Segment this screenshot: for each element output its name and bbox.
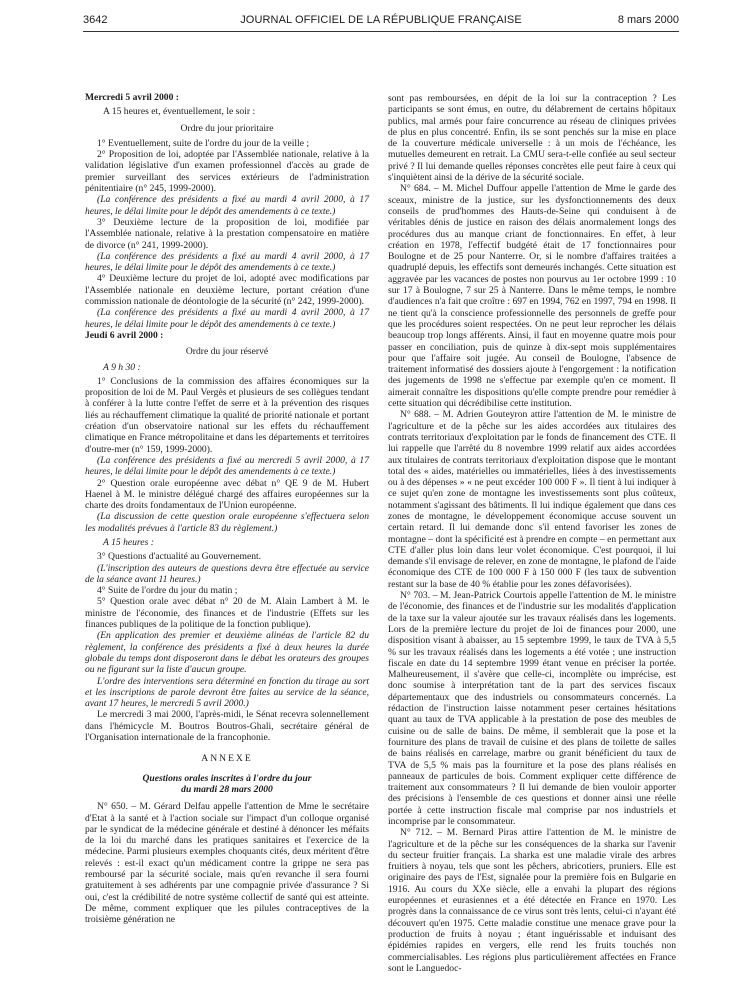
agenda-item: 2° Question orale européenne avec débat n° QE 9 de M. Hubert Haenel à M. le ministre délégué chargé des affaires européennes sur la charte des droits fondamentaux de l'Union européenne. xyxy=(85,477,369,512)
agenda-item: 5° Question orale avec débat n° 20 de M. Alain Lambert à M. le ministre de l'économie, des finances et de l'industrie (Effets sur les finances publiques de la politique de la fonction publique). xyxy=(85,596,369,631)
header-rule xyxy=(83,31,679,32)
question: N° 688. – M. Adrien Gouteyron attire l'attention de M. le ministre de l'agriculture et de la pêche sur les aides accordées aux titulaires des contrats territoriaux d'exploitation par le fonds de financement des CTE. Il lui rappelle que l'arrêté du 8 novembre 1999 relatif aux aides accordées aux titulaires de contrats territoriaux d'exploitation dispose que le montant total des « aides, matérielles ou immatérielles, liées à des investissements ou à des dépenses » « ne peut excéder 100 000 F ». Il tient à lui indiquer à ce sujet qu'en zone de montagne les investissements sont plus coûteux, notamment s'agissant des bâtiments. Il lui indique également que dans ces zones de montagne, le développement économique accuse souvent un certain retard. Il lui demande donc s'il entend favoriser les zones de montagne – dont la spécificité est à prendre en compte – en permettant aux CTE d'aller plus loin dans leur volet économique. C'est pourquoi, il lui demande s'il envisage de relever, en zone de montagne, le plafond de l'aide économique des CTE de 100 000 F à 150 000 F (les taux de subvention restant sur la base de 40 % établie pour les zones défavorisées). xyxy=(388,409,676,590)
agenda-item: 3° Deuxième lecture de la proposition de loi, modifiée par l'Assemblée nationale, relative à la prestation compensatoire en matière de divorce (n° 241, 1999-2000). xyxy=(85,216,369,251)
agenda-note: L'ordre des interventions sera déterminé en fonction du tirage au sort et les inscriptions de parole devront être faites au service de la séance, avant 17 heures, le mercredi 5 avril 2000.) xyxy=(85,675,369,710)
day-heading: Jeudi 6 avril 2000 : xyxy=(85,329,164,341)
section-heading: Ordre du jour prioritaire xyxy=(180,122,274,134)
agenda-item: 1° Conclusions de la commission des affaires économiques sur la proposition de loi de M. Paul Vergès et plusieurs de ses collègues tendant à conférer à la lutte contre l'effet de serre et à la prévention des risques liés au réchauffement climatique la qualité de priorité nationale et portant création d'un observatoire national sur les effets du réchauffement climatique en France métropolitaine et dans les départements et territoires d'outre-mer (n° 159, 1999-2000). xyxy=(85,375,369,455)
section-heading: Ordre du jour réservé xyxy=(185,346,269,358)
left-column xyxy=(85,92,369,925)
agenda-note: (La conférence des présidents a fixé au mardi 4 avril 2000, à 17 heures, le délai limite pour le dépôt des amendements à ce texte.) xyxy=(85,250,369,274)
agenda-item: 2° Proposition de loi, adoptée par l'Assemblée nationale, relative à la validation législative d'un examen professionnel d'accès au grade de premier surveillant des services extérieurs de l'administration pénitentiaire (n° 245, 1999-2000). xyxy=(85,149,369,195)
right-column xyxy=(388,93,676,974)
questions-title xyxy=(85,773,369,796)
annexe-heading: ANNEXE xyxy=(201,753,253,765)
question-continued: sont pas remboursées, en dépit de la loi sur la contraception ? Les participants se sont émus, en outre, du délabrement de certains hôpitaux publics, mal armés pour faire concurrence au réseau de cliniques privées de plus en plus concentré. Enfin, ils se sont penchés sur la mise en place de la couverture médicale universelle : à un mois de l'échéance, les mutuelles demeurent en retrait. La CMU sera-t-elle confiée au seul secteur privé ? Il lui demande quelles réponses concrètes elle peut faire à ceux qui s'inquiètent ainsi de la dérive de la sécurité sociale. xyxy=(388,93,676,184)
journal-title: JOURNAL OFFICIEL DE LA RÉPUBLIQUE FRANÇAISE xyxy=(240,14,522,26)
agenda-note: (En application des premier et deuxième alinéas de l'article 82 du règlement, la conférence des présidents a fixé à deux heures la durée globale du temps dont disposeront dans le débat les orateurs des groupes ou ne figurant sur la liste d'aucun groupe. xyxy=(85,630,369,676)
agenda-item: 4° Deuxième lecture du projet de loi, adopté avec modifications par l'Assemblée nationale en deuxième lecture, portant création d'une commission nationale de déontologie de la sécurité (n° 242, 1999-2000). xyxy=(85,273,369,308)
issue-date: 8 mars 2000 xyxy=(617,14,679,26)
session-time: A 15 heures : xyxy=(103,536,154,548)
page-header xyxy=(83,14,679,30)
agenda-note: (La conférence des présidents a fixé au mardi 4 avril 2000, à 17 heures, le délai limite pour le dépôt des amendements à ce texte.) xyxy=(85,307,369,330)
questions-title-line2: du mardi 28 mars 2000 xyxy=(181,783,273,795)
agenda-item: 4° Suite de l'ordre du jour du matin ; xyxy=(97,585,238,597)
question: N° 703. – M. Jean-Patrick Courtois appelle l'attention de M. le ministre de l'économie, des finances et de l'industrie sur les modalités d'application de la taxe sur la valeur ajoutée sur les travaux réalisés dans les logements. Lors de la première lecture du projet de loi de finances pour 2000, une disposition visant à abaisser, au 15 septembre 1999, le taux de TVA à 5,5 % sur les travaux réalisés dans les logements a été votée ; une instruction fiscale en date du 14 septembre 1999 étant venue en préciser la portée. Malheureusement, il s'avère que celle-ci, incomplète ou imprécise, est donc soumise à interprétation tant de la part des services fiscaux départementaux que des industriels ou consommateurs concernés. La rédaction de l'instruction laisse notamment peser certaines hésitations quant au taux de TVA applicable à la prestation de pose des meubles de cuisine ou de salle de bains. De même, il semblerait que la pose et la fourniture des plans de travail de cuisine et des plans de toilette de salles de bains réalisés en carrelage, marbre ou granit bénéficient du taux de TVA de 5,5 % mais pas la fourniture et la pose des plans réalisés en panneaux de particules de bois. Comment expliquer cette différence de traitement aux consommateurs ? Il lui demande de bien vouloir apporter des précisions à l'ensemble de ces questions et donner ainsi une réelle portée à cette instruction fiscale mal comprise par nos industriels et incomprise par le consommateur. xyxy=(388,590,676,827)
announcement: Le mercredi 3 mai 2000, l'après-midi, le Sénat recevra solennellement dans l'hémicycle M. Boutros Boutros-Ghali, secrétaire général de l'Organisation internationale de la francophonie. xyxy=(85,709,369,744)
questions-title-line1: Questions orales inscrites à l'ordre du jour xyxy=(142,772,312,784)
question: N° 684. – M. Michel Duffour appelle l'attention de Mme le garde des sceaux, ministre de la justice, sur les dysfonctionnements des deux conseils de prud'hommes des Hauts-de-Seine qui conduisent à de véritables dénis de justice en raison des délais anormalement longs des procédures dus au manque criant de fonctionnaires. En effet, à leur création en 1978, l'effectif budgété était de 17 fonctionnaires pour Boulogne et de 25 pour Nanterre. Or, si le nombre d'affaires traitées a quadruplé depuis, les effectifs sont demeurés inchangés. Cette situation est aggravée par les vacances de postes non pourvus au 1er octobre 1999 : 10 sur 17 à Boulogne, 7 sur 25 à Nanterre. Dans le même temps, le nombre d'audiences n'a fait que croître : 697 en 1994, 762 en 1997, 794 en 1998. Il ne tient qu'à la conscience professionnelle des personnels de greffe pour que les procédures soient respectées. On ne peut leur reprocher les délais beaucoup trop longs afférents. Ainsi, il faut en moyenne quatre mois pour passer en conciliation, puis de quinze à dix-sept mois supplémentaires pour que l'affaire soit jugée. Au conseil de Boulogne, l'absence de traitement informatisé des dossiers ajoute à l'engorgement : la notification des jugements de 1998 ne s'effectue par exemple qu'en ce moment. Il aimerait connaître les dispositions qu'elle compte prendre pour remédier à cette situation qui décrédibilise cette institution. xyxy=(388,183,676,410)
session-time: A 15 heures et, éventuellement, le soir : xyxy=(103,106,256,118)
question: N° 650. – M. Gérard Delfau appelle l'attention de Mme le secrétaire d'Etat à la santé et à l'action sociale sur l'impact d'un colloque organisé par le syndicat de la médecine générale et destiné à dénoncer les méfaits de la loi du marché dans les pratiques sanitaires et l'exercice de la médecine. Parmi plusieurs exemples choquants cités, deux méritent d'être relevés : est-il exact qu'un médicament contre la grippe ne sera pas remboursé par la sécurité sociale, mais qu'en revanche il sera fourni gratuitement à ses adhérents par une compagnie privée d'assurance ? Si oui, c'est la crédibilité de notre système collectif de santé qui est atteinte. De même, comment expliquer que les pilules contraceptives de la troisième génération ne xyxy=(85,801,369,926)
day-heading: Mercredi 5 avril 2000 : xyxy=(85,92,179,103)
session-time: A 9 h 30 : xyxy=(103,361,141,373)
agenda-item: 3° Questions d'actualité au Gouvernement. xyxy=(97,551,262,563)
agenda-note: (L'inscription des auteurs de questions devra être effectuée au service de la séance avant 11 heures.) xyxy=(85,562,369,585)
agenda-note: (La discussion de cette question orale européenne s'effectuera selon les modalités prévues à l'article 83 du règlement.) xyxy=(85,511,369,534)
agenda-item: 1° Eventuellement, suite de l'ordre du jour de la veille ; xyxy=(97,137,310,149)
page-number: 3642 xyxy=(83,14,108,26)
agenda-note: (La conférence des présidents a fixé au mardi 4 avril 2000, à 17 heures, le délai limite pour le dépôt des amendements à ce texte.) xyxy=(85,194,369,217)
agenda-note: (La conférence des présidents a fixé au mercredi 5 avril 2000, à 17 heures, le délai limite pour le dépôt des amendements à ce texte.) xyxy=(85,454,369,478)
question: N° 712. – M. Bernard Piras attire l'attention de M. le ministre de l'agriculture et de la pêche sur les conséquences de la sharka sur l'avenir du secteur fruitier français. La sharka est une maladie virale des arbres fruitiers à noyau, tels que sont les pêchers, abricotiers, pruniers. Elle est originaire des pays de l'Est, signalée pour la première fois en Bulgarie en 1916. Au cours du XXe siècle, elle a envahi la plupart des régions européennes et eurasiennes et a été détectée en France en 1970. Les progrès dans la connaissance de ce virus sont très lents, celui-ci n'ayant été découvert qu'en 1975. Cette maladie constitue une menace grave pour la production de fruits à noyau ; étant inguérissable et induisant des épidémies rapides en vergers, elle rend les fruits touchés non commercialisables. Les régions plus particulièrement affectées en France sont le Languedoc- xyxy=(388,827,676,974)
